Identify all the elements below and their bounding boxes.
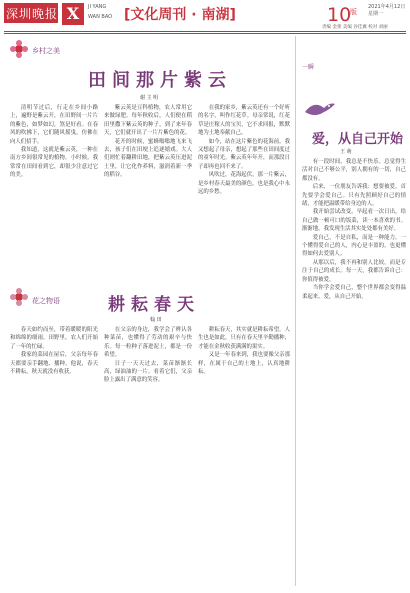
paragraph: 花开的时候，蜜蜂嗡嗡地飞来飞去，孩子们在田埂上追逐嬉戏。大人们则忙着翻耕田地，把紫云英压进泥土里，让它化作养料，滋润着新一季的稻谷。 — [104, 138, 192, 179]
paragraph: 从那以后，我不再和别人比较，而是专注于自己的成长。每一天，我都告诉自己：你值得被爱。 — [302, 259, 406, 283]
paragraph: 后来，一位朋友告诉我：想要被爱，首先要学会爱自己。只有先照顾好自己的情绪，才能把温暖带给身边的人。 — [302, 184, 406, 208]
paragraph: 当你学会爱自己，整个世界都会变得温柔起来。爱，从自己开始。 — [302, 285, 406, 300]
article-column — [10, 326, 98, 588]
page-number: 10 — [327, 4, 352, 26]
bird-illustration-icon — [302, 96, 338, 122]
masthead-divider — [4, 31, 406, 32]
article-tag: 花之物语 — [32, 297, 60, 305]
article-title: 耕耘春天 — [108, 295, 200, 315]
paragraph: 风吹过，花海起伏，那一片紫云，是乡村春天最美的颜色，也是我心中永远的乡愁。 — [198, 172, 290, 196]
publication-subtitle: WAN BAO — [88, 14, 113, 20]
article-column — [198, 326, 290, 588]
paragraph: 紫云英是豆科植物，农人常用它来做绿肥。每年秋收后，人们便在稻田里撒下紫云英的种子，到了来年春天，它们就开出了一片片紫色的花。 — [104, 105, 192, 137]
article-column — [302, 158, 406, 588]
section-title: [文化周刊 · 南湖] — [124, 7, 236, 23]
flower-icon — [8, 38, 30, 60]
publication-pinyin: JI YANG — [88, 4, 107, 10]
x-emblem-icon: X — [62, 3, 84, 25]
article-column — [198, 104, 290, 272]
logo-text: 深圳晚报 — [6, 7, 59, 21]
paragraph: 春天如约而至，带着暖暖的阳光和绵绵的细雨。田野里，农人们开始了一年的忙碌。 — [10, 327, 98, 350]
paragraph: 我开始尝试改变。早起看一次日出，给自己做一顿可口的饭菜，读一本喜欢的书。渐渐地，我发现生活其实处处都有美好。 — [302, 209, 406, 233]
paragraph: 清明节过后，行走在乡间小路上，遍野是紫云开，在田野间一片片的紫色，如梦如幻，煞是好看。在春风的吹拂下，它们随风摇曳，仿佛在向人们招手。 — [10, 105, 98, 145]
paragraph: 在父亲的身边，我学会了辨认各种菜苗，也懂得了劳动的艰辛与快乐。每一粒种子落进泥土，都是一份希望。 — [104, 327, 192, 359]
article-column — [104, 104, 192, 272]
flower-icon — [8, 286, 30, 308]
paragraph: 有一段时间，我总是不快乐。总觉得生活对自己不够公平，别人拥有的一切，自己都没有。 — [302, 159, 406, 182]
article-tag: 乡村之美 — [32, 47, 60, 55]
paragraph: 日子一天天过去，菜苗渐渐长高，绿油油的一片。看着它们，父亲脸上露出了满意的笑容。 — [104, 360, 192, 384]
article-tag: 一瞬 — [302, 64, 315, 71]
paragraph: 又是一年春来到，我也要像父亲那样，在属于自己的土地上，认真地耕耘。 — [198, 352, 290, 376]
paragraph: 如今，站在这片紫色的花海前，我又想起了母亲，想起了那些在田间度过的童年时光。紫云英年年开，而那段日子却再也回不来了。 — [198, 138, 290, 170]
paragraph: 我知道，这就是紫云英，一种在南方乡间很常见的植物。小时候，我常常在田间看到它，却很少注意过它的美。 — [10, 147, 98, 179]
article-byline: 王 萌 — [340, 149, 352, 155]
column-divider — [295, 36, 296, 586]
article-column — [104, 326, 192, 588]
article-byline: 翰 田 — [150, 317, 162, 323]
article-title: 田间那片紫云 — [88, 70, 232, 91]
masthead-divider-secondary — [4, 33, 406, 34]
article-title: 爱，从自己开始 — [312, 132, 404, 147]
article-column — [10, 104, 98, 272]
paragraph: 爱自己，不是自私，而是一种能力。一个懂得爱自己的人，内心是丰盈的，也更懂得如何去爱别人。 — [302, 234, 406, 258]
paragraph: 我家的菜园在屋后，父亲每年春天都要亲手翻地、播种。他说，春天不耕耘，秋天就没有收获。 — [10, 352, 98, 376]
paragraph: 在我的家乡，紫云英还有一个好听的名字，叫作红花草。母亲常说，红花草是庄稼人的宝贝，它不求回报，默默地为土地奉献自己。 — [198, 105, 290, 137]
page-label: 版 — [350, 8, 357, 16]
article-byline: 谢 主 明 — [140, 95, 159, 101]
editor-credits: 责编 金蕾 美编 谷佳翼 校对 刘丽 — [322, 25, 388, 30]
issue-date: 2021年4月12日 星期一 — [368, 4, 406, 17]
paragraph: 耕耘春天，其实就是耕耘希望。人生也是如此，只有在春天里辛勤播种，才能在金秋收获满满的果实。 — [198, 327, 290, 350]
